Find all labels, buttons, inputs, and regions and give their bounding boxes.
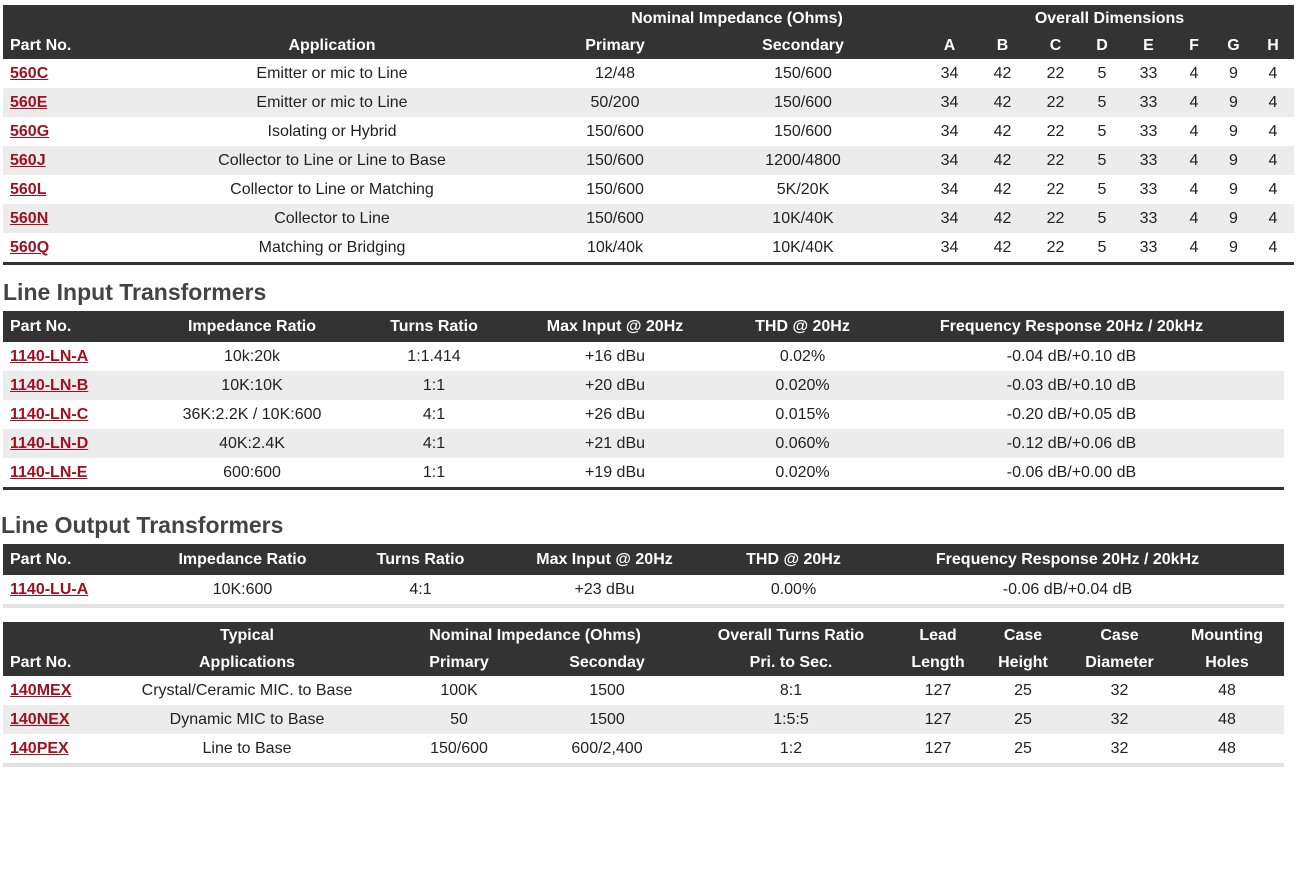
table-cell: 1500 [531,705,683,734]
header-thd-20hz: THD @ 20Hz [746,311,859,342]
table-cell: 9 [1229,122,1238,140]
table-row [3,342,1284,371]
part-number-link[interactable]: 1140-LN-E [10,463,88,481]
table-cell: 4 [1173,88,1215,117]
table-body [3,59,1294,264]
header-holes: Holes [1170,649,1284,676]
header-row-bottom [3,649,1284,676]
part-number-cell [3,371,120,400]
table-cell: +20 dBu [484,371,746,400]
table-cell: 42 [974,88,1031,117]
part-number-cell [3,175,115,204]
part-number-cell [3,734,107,765]
table-cell: 5 [1097,64,1107,82]
table-cell: 4 [1268,64,1278,82]
table-cell: Collector to Line or Line to Base [115,146,549,175]
table-cell: 9 [1229,238,1238,256]
table-row [3,175,1294,204]
table-body [3,575,1284,606]
part-number-link[interactable]: 560N [10,209,49,227]
table-cell: 4 [1252,146,1294,175]
header-max-input-20hz: Max Input @ 20Hz [484,311,746,342]
table-cell: 10K:600 [212,580,273,598]
table-cell: 25 [977,705,1069,734]
table-cell: +23 dBu [574,580,635,598]
part-number-link[interactable]: 140NEX [10,710,70,728]
table-cell: 127 [924,739,952,757]
table-cell: 8:1 [779,681,803,699]
header-turns-ratio: Turns Ratio [384,311,484,342]
table-row [3,676,1284,705]
part-number-link[interactable]: 140PEX [10,739,69,757]
table-cell: 48 [1218,739,1236,757]
table-cell: 4 [1268,180,1278,198]
part-number-link[interactable]: 1140-LN-C [10,405,89,423]
header-f: F [1173,32,1215,59]
table-cell: 4 [1189,238,1199,256]
header-mounting: Mounting [1170,622,1284,649]
table-cell: Emitter or mic to Line [115,88,549,117]
table-cell: Line to Base [202,739,292,757]
table-cell: 50/200 [549,88,681,117]
table-cell: 32 [1110,681,1129,699]
table-cell: 150/600 [586,122,644,140]
table-cell: 48 [1170,705,1284,734]
header-h: H [1252,32,1294,59]
table-cell: 34 [925,204,974,233]
table-cell: 150/600 [430,739,488,757]
table-row [3,734,1284,765]
header-length: Length [899,649,977,676]
part-number-cell [3,400,120,429]
header-primary: Primary [387,649,531,676]
table-cell: 4:1 [409,580,432,598]
table-row [3,429,1284,458]
part-number-link[interactable]: 560C [10,64,49,82]
table-cell: +21 dBu [484,429,746,458]
table-cell: 0.02% [779,347,826,365]
header-lead: Lead [899,622,977,649]
table-row [3,88,1294,117]
part-number-link[interactable]: 560L [10,180,47,198]
table-cell: 10k:20k [223,347,281,365]
header-row-top [3,622,1284,649]
table-cell: Dynamic MIC to Base [107,705,387,734]
header-nominal-impedance: Nominal Impedance (Ohms) [387,622,683,649]
table-cell: 4 [1268,122,1278,140]
header-b: B [974,32,1031,59]
table-line-input-block [3,311,1284,490]
table-cell: +19 dBu [584,463,646,481]
table-560-series-block [3,5,1284,265]
table-cell: 25 [1014,681,1032,699]
table-cell: 48 [1218,681,1236,699]
table-cell: -0.06 dB/+0.04 dB [1002,580,1133,598]
header-blank [3,5,115,32]
table-cell: 5 [1097,122,1107,140]
table-row [3,204,1294,233]
table-line-input [3,311,1284,490]
table-cell: 22 [1046,238,1065,256]
table-cell: 1:5:5 [683,705,899,734]
header-frequency-response-20hz-20khz: Frequency Response 20Hz / 20kHz [859,311,1284,342]
table-row [3,233,1294,264]
header-impedance-ratio: Impedance Ratio [120,311,384,342]
header-overall-dimensions: Overall Dimensions [925,5,1294,32]
table-body [3,676,1284,765]
table-cell: Collector to Line or Matching [230,180,434,198]
table-cell: 10K:10K [120,371,384,400]
table-cell: 1:1 [384,371,484,400]
table-line-output-block [3,544,1284,608]
header-blank [115,5,549,32]
table-cell: 40K:2.4K [120,429,384,458]
table-cell: 100K [440,681,478,699]
table-cell: 0.020% [746,371,859,400]
section-title-line-input: Line Input Transformers [3,279,267,305]
header-row [3,311,1284,342]
part-number-cell [3,575,117,606]
part-number-cell [3,676,107,705]
table-line-output [3,544,1284,608]
table-row [3,59,1294,88]
table-cell: 1:1.414 [407,347,461,365]
part-number-cell [3,342,120,371]
table-cell: 4 [1252,204,1294,233]
table-cell: 0.060% [746,429,859,458]
header-e: E [1124,32,1173,59]
table-cell: 42 [993,122,1012,140]
table-cell: 4 [1189,122,1199,140]
table-cell: 9 [1215,88,1252,117]
part-number-cell [3,458,120,489]
header-case-height-top: Case [977,622,1069,649]
table-cell: 150/600 [586,180,644,198]
table-560-series [3,5,1294,265]
table-cell: 33 [1139,238,1158,256]
table-row [3,458,1284,489]
part-number-link[interactable]: 1140-LN-A [10,347,89,365]
table-cell: 33 [1124,146,1173,175]
table-cell: 1:2 [779,739,803,757]
table-cell: 5K/20K [776,180,830,198]
table-cell: 42 [993,64,1012,82]
table-body [3,342,1284,489]
table-cell: 42 [974,204,1031,233]
table-cell: 33 [1139,64,1158,82]
table-cell: 42 [974,146,1031,175]
part-number-cell [3,59,115,88]
table-cell: 9 [1229,64,1238,82]
table-cell: 34 [925,146,974,175]
table-cell: 42 [993,180,1012,198]
part-number-link[interactable]: 560G [10,122,50,140]
table-cell: 150/600 [681,88,925,117]
header-part-no: Part No. [3,649,107,676]
header-pri-to-sec: Pri. to Sec. [683,649,899,676]
header-overall-turns-ratio: Overall Turns Ratio [683,622,899,649]
table-cell: 34 [940,238,959,256]
table-cell: 22 [1046,122,1065,140]
table-cell: 600:600 [223,463,281,481]
table-cell: 4 [1173,146,1215,175]
part-number-cell [3,117,115,146]
header-d: D [1080,32,1124,59]
table-cell: 150/600 [549,204,681,233]
table-row [3,705,1284,734]
table-cell: +16 dBu [584,347,646,365]
header-application: Application [115,32,549,59]
table-cell: 22 [1046,64,1065,82]
table-cell: 1200/4800 [681,146,925,175]
header-secondary: Secondary [681,32,925,59]
table-cell: 9 [1229,180,1238,198]
header-applications: Applications [107,649,387,676]
part-number-cell [3,705,107,734]
table-cell: 34 [925,88,974,117]
table-cell: 5 [1080,146,1124,175]
header-height: Height [977,649,1069,676]
header-c: C [1031,32,1080,59]
header-row-group [3,5,1294,32]
header-part-no: Part No. [3,32,115,59]
table-row [3,575,1284,606]
table-cell: 4:1 [422,405,446,423]
table-cell: 34 [940,64,959,82]
table-cell: 150/600 [549,146,681,175]
table-row [3,146,1294,175]
table-cell: 1500 [589,681,625,699]
table-cell: 9 [1215,146,1252,175]
table-cell: 33 [1124,88,1173,117]
part-number-cell [3,204,115,233]
header-impedance-ratio: Impedance Ratio [117,544,368,575]
table-cell: 22 [1031,204,1080,233]
table-cell: Crystal/Ceramic MIC. to Base [141,681,353,699]
header-thd-20hz: THD @ 20Hz [736,544,851,575]
table-cell: Isolating or Hybrid [267,122,397,140]
table-cell: 127 [899,705,977,734]
table-cell: 5 [1097,180,1107,198]
table-row [3,117,1294,146]
table-cell: 32 [1110,739,1129,757]
table-cell: Emitter or mic to Line [256,64,408,82]
table-140-series [3,622,1284,767]
part-number-link[interactable]: 1140-LN-B [10,376,89,394]
table-cell: 4 [1173,204,1215,233]
header-a: A [925,32,974,59]
table-row [3,371,1284,400]
header-row [3,32,1294,59]
table-cell: 1:1 [422,463,446,481]
part-number-cell [3,146,115,175]
header-g: G [1215,32,1252,59]
table-cell: 42 [993,238,1012,256]
part-number-link[interactable]: 1140-LN-D [10,434,89,452]
header-turns-ratio: Turns Ratio [368,544,473,575]
table-cell: 10k/40k [586,238,644,256]
table-cell: 33 [1139,122,1158,140]
table-cell: 4 [1268,238,1278,256]
table-cell: 22 [1031,88,1080,117]
header-blank [3,622,107,649]
table-cell: -0.06 dB/+0.00 dB [1006,463,1137,481]
table-cell: 0.00% [770,580,817,598]
table-140-series-block [3,622,1284,767]
table-cell: 22 [1046,180,1065,198]
table-cell: 33 [1124,204,1173,233]
header-nominal-impedance: Nominal Impedance (Ohms) [549,5,925,32]
table-cell: 9 [1215,204,1252,233]
table-cell: 10K/40K [772,238,834,256]
table-cell: 36K:2.2K / 10K:600 [182,405,322,423]
table-cell: 4 [1252,88,1294,117]
table-cell: -0.04 dB/+0.10 dB [1006,347,1137,365]
table-cell: Collector to Line [115,204,549,233]
table-cell: 600/2,400 [571,739,643,757]
header-max-input-20hz: Max Input @ 20Hz [473,544,736,575]
table-cell: 4 [1189,180,1199,198]
table-cell: 50 [387,705,531,734]
table-cell: 127 [924,681,952,699]
table-cell: 33 [1139,180,1158,198]
header-frequency-response-20hz-20khz: Frequency Response 20Hz / 20kHz [851,544,1284,575]
part-number-cell [3,88,115,117]
header-diameter: Diameter [1069,649,1170,676]
table-cell: 34 [940,180,959,198]
header-seconday: Seconday [531,649,683,676]
table-cell: Matching or Bridging [258,238,406,256]
part-number-link[interactable]: 560J [10,151,46,169]
table-cell: 5 [1080,204,1124,233]
part-number-cell [3,233,115,264]
section-title-line-output: Line Output Transformers [1,512,284,538]
table-cell: 5 [1097,238,1107,256]
part-number-link[interactable]: 560Q [10,238,50,256]
header-part-no: Part No. [3,311,120,342]
table-row [3,400,1284,429]
table-cell: -0.03 dB/+0.10 dB [859,371,1284,400]
table-cell: 4:1 [384,429,484,458]
header-primary: Primary [549,32,681,59]
table-cell: 150/600 [774,122,832,140]
part-number-link[interactable]: 140MEX [10,681,72,699]
table-cell: 25 [1014,739,1032,757]
part-number-link[interactable]: 560E [10,93,48,111]
header-typical: Typical [107,622,387,649]
part-number-cell [3,429,120,458]
table-cell: 0.015% [775,405,830,423]
table-cell: -0.12 dB/+0.06 dB [859,429,1284,458]
header-row [3,544,1284,575]
table-cell: -0.20 dB/+0.05 dB [1006,405,1137,423]
header-part-no: Part No. [3,544,117,575]
table-cell: 4 [1189,64,1199,82]
table-cell: 5 [1080,88,1124,117]
table-cell: 22 [1031,146,1080,175]
table-cell: 0.020% [775,463,830,481]
table-cell: 32 [1069,705,1170,734]
header-case-diameter-top: Case [1069,622,1170,649]
table-cell: 150/600 [774,64,832,82]
table-cell: 34 [940,122,959,140]
table-cell: 12/48 [594,64,636,82]
table-cell: +26 dBu [584,405,646,423]
table-cell: 10K/40K [681,204,925,233]
part-number-link[interactable]: 1140-LU-A [10,580,89,598]
